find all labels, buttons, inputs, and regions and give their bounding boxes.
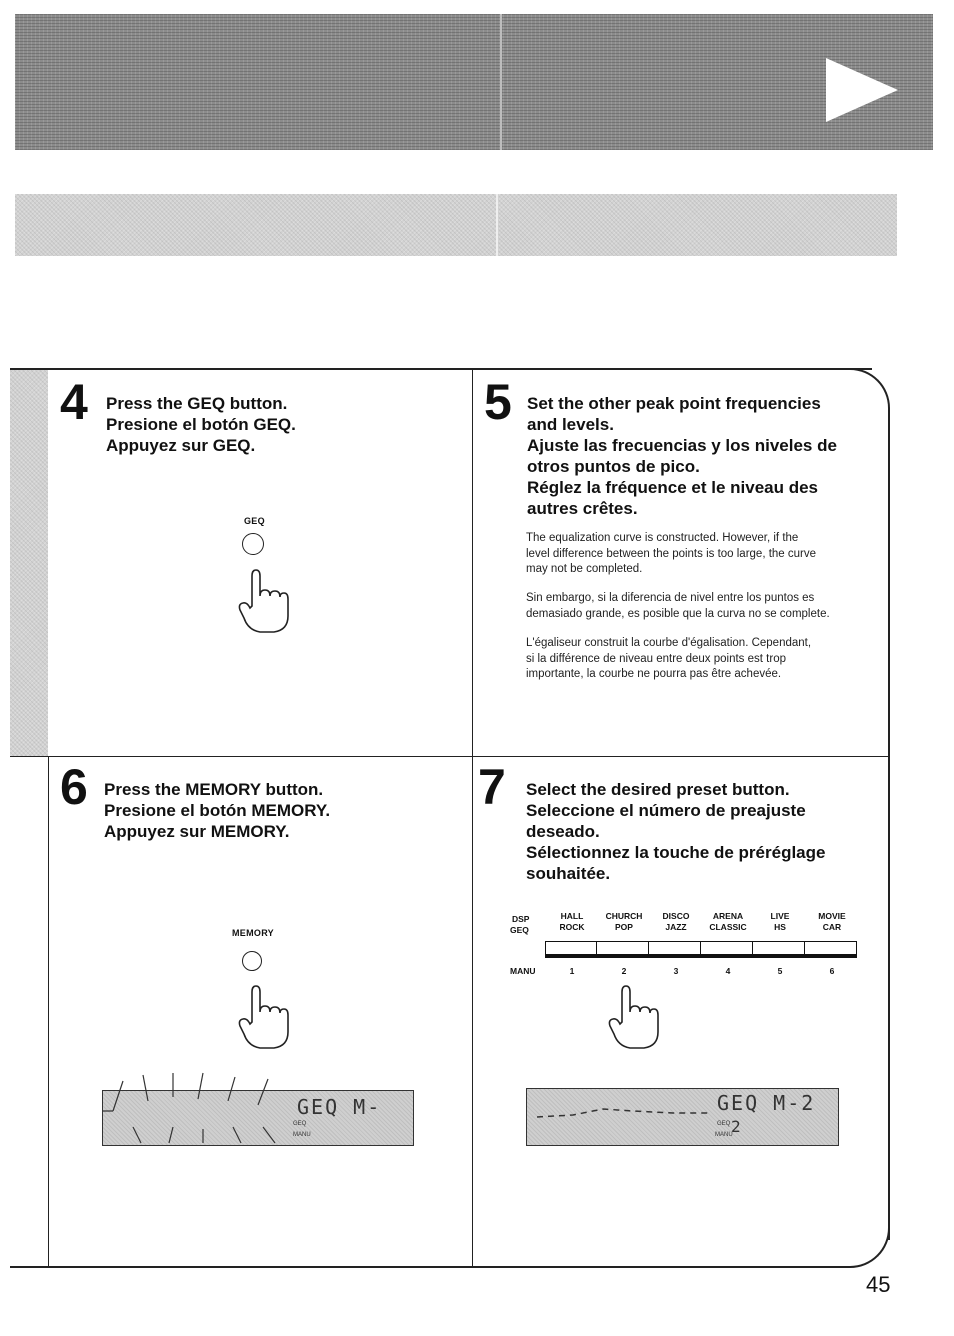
geq-button-label: GEQ — [244, 516, 265, 526]
preset-button-6[interactable] — [805, 941, 857, 955]
pointing-hand-icon — [236, 982, 296, 1052]
frame-bottom-line — [10, 1266, 850, 1268]
preset-6-number: 6 — [829, 966, 835, 976]
preset-button-3[interactable] — [649, 941, 701, 955]
frame-left-line — [48, 756, 49, 1267]
preset-2-bottom: POP — [615, 922, 633, 932]
frame-right-line — [888, 420, 890, 1240]
row-label-manu: MANU — [510, 966, 536, 976]
preset-4-top: ARENA — [712, 911, 744, 921]
memory-button-label: MEMORY — [232, 928, 274, 938]
display-panel-preset — [526, 1088, 839, 1146]
step-6-heading: Press the MEMORY button. Presione el botón MEMORY. Appuyez sur MEMORY. — [104, 780, 331, 841]
preset-2-number: 2 — [621, 966, 627, 976]
preset-1-top: HALL — [560, 911, 584, 921]
frame-center-line — [472, 369, 473, 1267]
subheader-divider — [496, 194, 498, 256]
row-label-dsp: DSP — [512, 914, 530, 924]
frame-corner — [830, 368, 890, 428]
preset-button-2[interactable] — [597, 941, 649, 955]
frame-top-line — [10, 368, 872, 370]
step-4-heading: Press the GEQ button. Presione el botón GEQ. Appuyez sur GEQ. — [106, 394, 296, 455]
subheader-band — [15, 194, 897, 256]
step-5-paragraph-fr: L'égaliseur construit la courbe d'égalisation. Cependant, si la différence de niveau entre deux points est trop importante, la courbe ne pourra pas être achevée. — [526, 637, 812, 680]
frame-corner-bottom — [830, 1210, 890, 1268]
preset-4-bottom: CLASSIC — [709, 922, 747, 932]
step-6-number: 6 — [60, 759, 88, 815]
geq-button[interactable] — [242, 533, 264, 555]
preset-1-number: 1 — [569, 966, 575, 976]
preset-button-1[interactable] — [545, 941, 597, 955]
display-manu-label: MANU — [715, 1132, 733, 1138]
row-label-geq: GEQ — [510, 925, 529, 935]
preset-2-top: CHURCH — [605, 911, 643, 921]
preset-button-5[interactable] — [753, 941, 805, 955]
preset-3-bottom: JAZZ — [665, 922, 687, 932]
preset-3-number: 3 — [673, 966, 679, 976]
display-preset-digit: 2 — [731, 1117, 741, 1136]
display-text: GEQ M-2 — [717, 1091, 816, 1115]
eq-curve-icon — [533, 1103, 713, 1123]
page-number: 45 — [866, 1272, 891, 1297]
step-5-heading: Set the other peak point frequencies and levels. Ajuste las frecuencias y los niveles de otros puntos de pico. Réglez la fréquence et le niveau des autres crêtes. — [527, 394, 837, 518]
preset-button-4[interactable] — [701, 941, 753, 955]
preset-labels — [546, 911, 858, 933]
preset-4-number: 4 — [725, 966, 731, 976]
preset-5-number: 5 — [777, 966, 783, 976]
display-geq-label: GEQ — [293, 1121, 307, 1127]
preset-6-bottom: CAR — [822, 922, 842, 932]
preset-numbers — [546, 966, 858, 977]
step-5-paragraph-en: The equalization curve is constructed. However, if the level difference between the points is too large, the curve may not be completed. — [526, 532, 817, 575]
display-panel-memory — [102, 1090, 414, 1146]
frame-middle-line — [10, 756, 890, 757]
pointing-hand-icon — [236, 566, 296, 636]
header-divider — [500, 14, 502, 150]
preset-6-top: MOVIE — [818, 911, 846, 921]
step-5-number: 5 — [484, 374, 512, 430]
preset-5-bottom: HS — [774, 922, 786, 932]
play-arrow-icon — [826, 58, 898, 122]
preset-button-row — [545, 941, 857, 958]
display-geq-label: GEQ — [717, 1121, 731, 1127]
pointing-hand-icon — [606, 982, 666, 1052]
display-manu-label: MANU — [293, 1132, 311, 1138]
preset-5-top: LIVE — [770, 911, 790, 921]
preset-1-bottom: ROCK — [559, 922, 585, 932]
memory-button[interactable] — [242, 951, 262, 971]
step-7-number: 7 — [478, 759, 506, 815]
step-7-heading: Select the desired preset button. Seleccione el número de preajuste deseado. Sélectionnez la touche de préréglage souhaitée. — [526, 780, 826, 883]
preset-3-top: DISCO — [662, 911, 690, 921]
step-5-paragraph-es: Sin embargo, si la diferencia de nivel entre los puntos es demasiado grande, es posible que la curva no se complete. — [526, 592, 830, 620]
side-strip — [10, 369, 48, 757]
step-4-number: 4 — [60, 374, 88, 430]
header-band — [15, 14, 933, 150]
display-text: GEQ M- — [297, 1095, 382, 1119]
